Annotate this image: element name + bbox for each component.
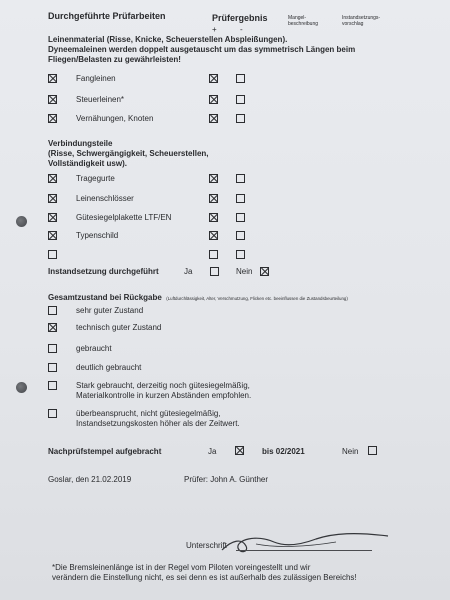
overall-option-label: Stark gebraucht, derzeitig noch gütesiegelmäßig, Materialkontrolle in kurzen Abständen empfohlen. bbox=[76, 381, 252, 400]
overall-option-checkbox[interactable] bbox=[48, 409, 57, 418]
connect-result-minus-checkbox[interactable] bbox=[236, 213, 245, 222]
overall-option-label: technisch guter Zustand bbox=[76, 323, 162, 332]
plus-marker: + bbox=[212, 25, 217, 34]
connect-section-heading: Verbindungsteile (Risse, Schwergängigkeit, Scheuerstellen, Vollständigkeit usw). bbox=[48, 139, 209, 168]
signature-label: Unterschrift bbox=[186, 541, 227, 550]
connect-result-minus-checkbox[interactable] bbox=[236, 250, 245, 259]
lines-item-label: Vernähungen, Knoten bbox=[76, 114, 154, 123]
overall-option-checkbox[interactable] bbox=[48, 363, 57, 372]
connect-result-minus-checkbox[interactable] bbox=[236, 174, 245, 183]
lines-result-plus-checkbox[interactable] bbox=[209, 95, 218, 104]
form-title: Durchgeführte Prüfarbeiten bbox=[48, 11, 166, 21]
repair-suggestion-header: Instandsetzungs- vorschlag bbox=[342, 15, 381, 27]
stamp-nein-checkbox[interactable] bbox=[368, 446, 377, 455]
overall-condition-note: (Luftdurchlässigkeit, Alter, Verschmutzung, Flicken etc. beeinflussen die Zustandsbeurteilung) bbox=[166, 296, 348, 301]
lines-item-label: Steuerleinen* bbox=[76, 95, 125, 104]
lines-result-minus-checkbox[interactable] bbox=[236, 74, 245, 83]
overall-option-label: gebraucht bbox=[76, 344, 112, 353]
overall-option-label: überbeansprucht, nicht gütesiegelmäßig, Instandsetzungskosten höher als der Zeitwert. bbox=[76, 409, 240, 428]
overall-option-checkbox[interactable] bbox=[48, 344, 57, 353]
lines-result-minus-checkbox[interactable] bbox=[236, 95, 245, 104]
punch-hole-upper bbox=[16, 216, 27, 227]
stamp-nein-label: Nein bbox=[342, 447, 359, 456]
overall-condition-label: Gesamtzustand bei Rückgabe bbox=[48, 293, 162, 302]
connect-item-checkbox[interactable] bbox=[48, 231, 57, 240]
place-date: Goslar, den 21.02.2019 bbox=[48, 475, 132, 484]
connect-item-label: Leinenschlösser bbox=[76, 194, 134, 203]
connect-result-plus-checkbox[interactable] bbox=[209, 213, 218, 222]
overall-option-checkbox[interactable] bbox=[48, 381, 57, 390]
stamp-label: Nachprüfstempel aufgebracht bbox=[48, 447, 162, 456]
punch-hole-lower bbox=[16, 382, 27, 393]
repair-ja-checkbox[interactable] bbox=[210, 267, 219, 276]
overall-option-checkbox[interactable] bbox=[48, 306, 57, 315]
connect-result-plus-checkbox[interactable] bbox=[209, 250, 218, 259]
connect-result-plus-checkbox[interactable] bbox=[209, 174, 218, 183]
repair-ja-label: Ja bbox=[184, 267, 193, 276]
result-header: Prüfergebnis bbox=[212, 13, 268, 23]
connect-result-plus-checkbox[interactable] bbox=[209, 231, 218, 240]
repair-nein-label: Nein bbox=[236, 267, 253, 276]
minus-marker: - bbox=[240, 25, 243, 34]
connect-item-label: Tragegurte bbox=[76, 174, 115, 183]
connect-item-checkbox[interactable] bbox=[48, 213, 57, 222]
stamp-ja-label: Ja bbox=[208, 447, 217, 456]
connect-result-minus-checkbox[interactable] bbox=[236, 231, 245, 240]
lines-section-heading: Leinenmaterial (Risse, Knicke, Scheuerstellen Abspleißungen). Dyneemaleinen werden doppelt ausgetauscht um das symmetrisch Längen beim Fliegen/Belasten zu gewährleisten! bbox=[48, 35, 356, 64]
lines-item-checkbox[interactable] bbox=[48, 114, 57, 123]
lines-result-minus-checkbox[interactable] bbox=[236, 114, 245, 123]
overall-option-label: deutlich gebraucht bbox=[76, 363, 142, 372]
repair-done-label: Instandsetzung durchgeführt bbox=[48, 267, 159, 276]
signature-line bbox=[236, 550, 372, 551]
overall-option-label: sehr guter Zustand bbox=[76, 306, 144, 315]
footnote: *Die Bremsleinenlänge ist in der Regel vom Piloten voreingestellt und wir verändern die Einstellung nicht, es sei denn es ist außerhalb des zulässigen Bereichs! bbox=[52, 563, 357, 582]
overall-option-checkbox[interactable] bbox=[48, 323, 57, 332]
defect-description-header: Mangel- beschreibung bbox=[288, 15, 319, 27]
lines-item-label: Fangleinen bbox=[76, 74, 116, 83]
lines-item-checkbox[interactable] bbox=[48, 95, 57, 104]
inspector-name: Prüfer: John A. Günther bbox=[184, 475, 269, 484]
connect-item-label: Gütesiegelplakette LTF/EN bbox=[76, 213, 172, 222]
overall-condition-row bbox=[48, 287, 348, 305]
handwritten-signature bbox=[216, 520, 396, 560]
stamp-until: bis 02/2021 bbox=[262, 447, 305, 456]
connect-item-checkbox[interactable] bbox=[48, 194, 57, 203]
lines-item-checkbox[interactable] bbox=[48, 74, 57, 83]
stamp-ja-checkbox[interactable] bbox=[235, 446, 244, 455]
lines-result-plus-checkbox[interactable] bbox=[209, 114, 218, 123]
lines-result-plus-checkbox[interactable] bbox=[209, 74, 218, 83]
connect-result-plus-checkbox[interactable] bbox=[209, 194, 218, 203]
connect-item-checkbox[interactable] bbox=[48, 174, 57, 183]
connect-item-label: Typenschild bbox=[76, 231, 119, 240]
connect-item-checkbox[interactable] bbox=[48, 250, 57, 259]
repair-nein-checkbox[interactable] bbox=[260, 267, 269, 276]
connect-result-minus-checkbox[interactable] bbox=[236, 194, 245, 203]
